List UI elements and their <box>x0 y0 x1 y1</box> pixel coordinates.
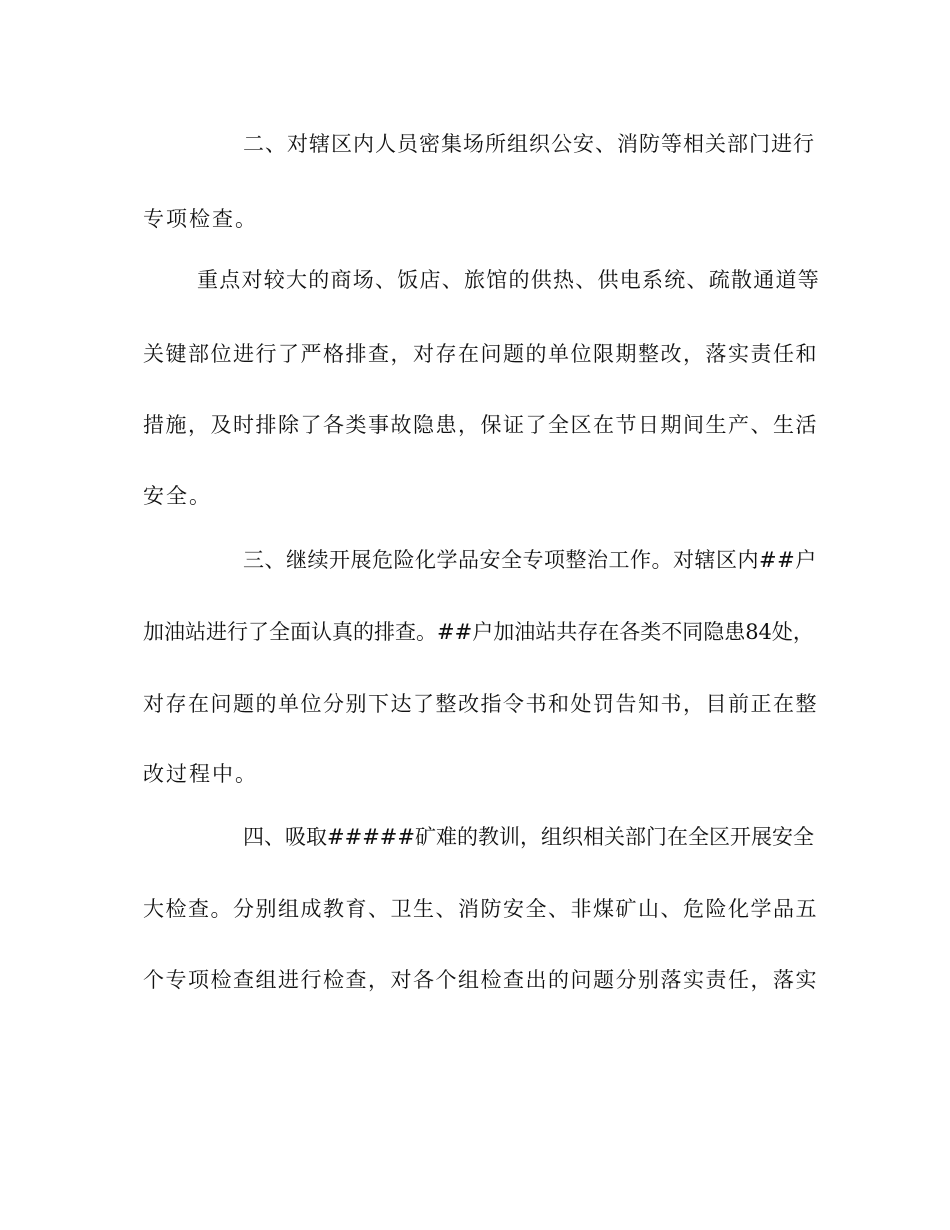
text-line: 四、吸取#####矿难的教训，组织相关部门在全区开展安全 <box>243 825 814 849</box>
text-line: 三、继续开展危险化学品安全专项整治工作。对辖区内##户 <box>243 548 817 572</box>
text-line: 二、对辖区内人员密集场所组织公安、消防等相关部门进行 <box>243 132 815 156</box>
text-line: 专项检查。 <box>143 207 258 231</box>
text-line: 个专项检查组进行检查，对各个组检查出的问题分别落实责任，落实 <box>143 968 818 992</box>
text-line: 关键部位进行了严格排查，对存在问题的单位限期整改，落实责任和 <box>143 342 818 366</box>
text-line: 重点对较大的商场、饭店、旅馆的供热、供电系统、疏散通道等 <box>197 268 820 292</box>
text-line: 改过程中。 <box>143 762 258 786</box>
text-line: 大检查。分别组成教育、卫生、消防安全、非煤矿山、危险化学品五 <box>143 897 818 921</box>
text-line: 措施，及时排除了各类事故隐患，保证了全区在节日期间生产、生活 <box>143 413 818 437</box>
text-line: 加油站进行了全面认真的排查。##户加油站共存在各类不同隐患84处， <box>143 620 814 644</box>
text-line: 安全。 <box>143 484 212 508</box>
text-line: 对存在问题的单位分别下达了整改指令书和处罚告知书，目前正在整 <box>143 692 818 716</box>
